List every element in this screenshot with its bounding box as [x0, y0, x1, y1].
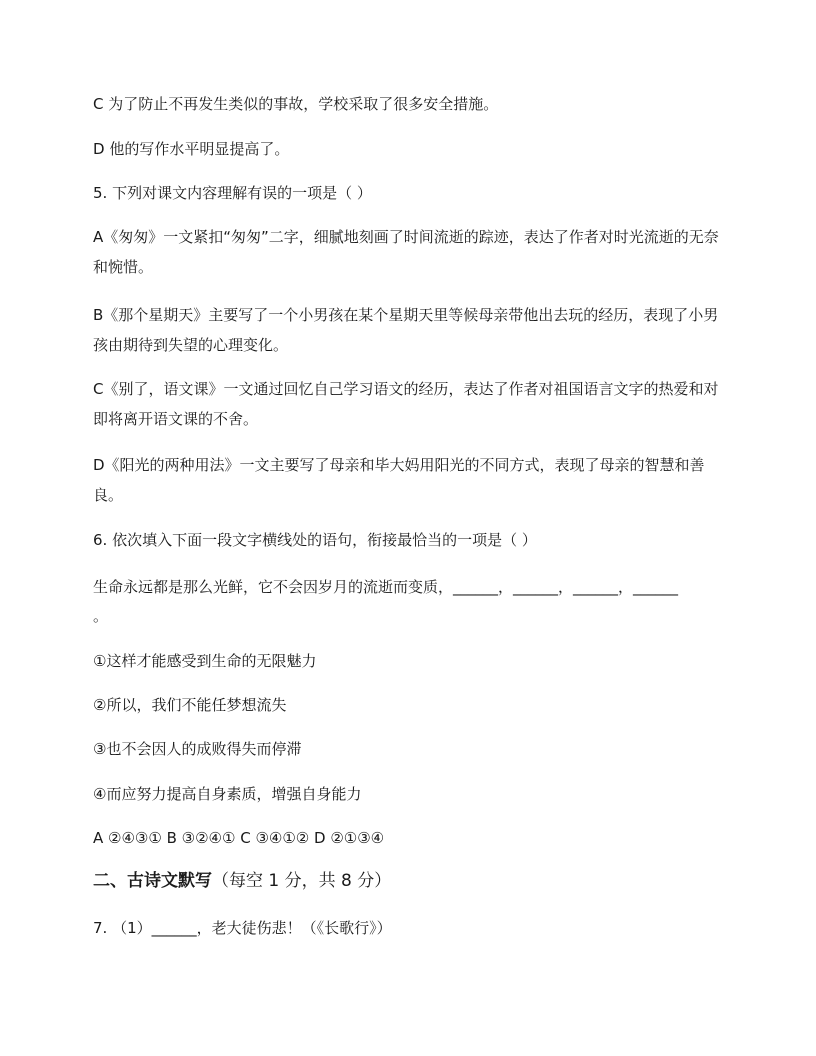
section-2-title-note: （每空 1 分，共 8 分） — [212, 871, 392, 891]
question-6-item-3: ③也不会因人的成败得失而停滞 — [93, 740, 302, 758]
question-6-passage-line-1: 生命永远都是那么光鲜，它不会因岁月的流逝而变质，______，______，______，______ — [93, 578, 679, 596]
section-2-title-main: 二、古诗文默写 — [93, 871, 212, 891]
question-6-item-2: ②所以，我们不能任梦想流失 — [93, 696, 287, 714]
document-page — [93, 0, 723, 1056]
question-6-stem: 6. 依次填入下面一段文字横线处的语句，衔接最恰当的一项是（ ） — [93, 531, 537, 549]
question-6-item-4: ④而应努力提高自身素质，增强自身能力 — [93, 785, 362, 803]
question-5-option-d: D《阳光的两种用法》一文主要写了母亲和毕大妈用阳光的不同方式，表现了母亲的智慧和善良。 — [93, 456, 705, 504]
question-7-part-1: 7. （1）______，老大徒伤悲！（《长歌行》） — [93, 919, 392, 937]
option-d-line: D 他的写作水平明显提高了。 — [93, 140, 290, 158]
question-5-option-b: B《那个星期天》主要写了一个小男孩在某个星期天里等候母亲带他出去玩的经历，表现了小男孩由期待到失望的心理变化。 — [93, 306, 719, 354]
section-2-title — [93, 866, 723, 896]
question-6-options: A ②④③① B ③②④① C ③④①② D ②①③④ — [93, 829, 385, 847]
question-5-option-c: C《别了，语文课》一文通过回忆自己学习语文的经历，表达了作者对祖国语言文字的热爱和对即将离开语文课的不舍。 — [93, 380, 719, 428]
question-6-item-1: ①这样才能感受到生命的无限魅力 — [93, 652, 317, 670]
question-5-option-a: A《匆匆》一文紧扣“匆匆”二字，细腻地刻画了时间流逝的踪迹，表达了作者对时光流逝的无奈和惋惜。 — [93, 228, 719, 276]
question-5-stem: 5. 下列对课文内容理解有误的一项是（ ） — [93, 184, 372, 202]
question-6-passage-line-2: 。 — [93, 607, 109, 625]
option-c-line: C 为了防止不再发生类似的事故，学校采取了很多安全措施。 — [93, 95, 499, 113]
